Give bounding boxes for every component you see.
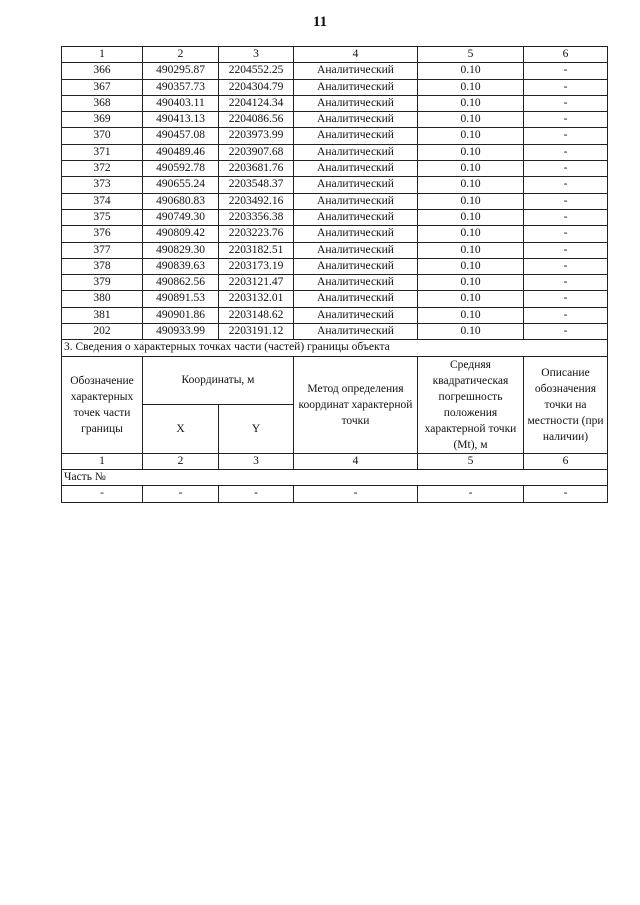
table-row <box>62 307 608 323</box>
y-coordinate-cell: 2203907.68 <box>219 144 294 160</box>
method-cell: Аналитический <box>294 79 418 95</box>
point-number-cell: 376 <box>62 226 143 242</box>
description-cell: - <box>524 258 608 274</box>
method-cell: Аналитический <box>294 177 418 193</box>
table-row <box>62 144 608 160</box>
y-coordinate-cell: 2203173.19 <box>219 258 294 274</box>
accuracy-cell: 0.10 <box>418 193 524 209</box>
header-accuracy: Средняя квадратическая погрешность положения характерной точки (Mt), м <box>418 356 524 453</box>
y-coordinate-cell: 2203132.01 <box>219 291 294 307</box>
method-cell: Аналитический <box>294 112 418 128</box>
description-cell: - <box>524 291 608 307</box>
y-coordinate-cell: 2203973.99 <box>219 128 294 144</box>
section3-body <box>62 340 608 502</box>
description-cell: - <box>524 242 608 258</box>
y-coordinate-cell: 2204304.79 <box>219 79 294 95</box>
point-number-cell: 369 <box>62 112 143 128</box>
method-cell: Аналитический <box>294 144 418 160</box>
accuracy-cell: 0.10 <box>418 307 524 323</box>
x-coordinate-cell: 490357.73 <box>143 79 219 95</box>
description-cell: - <box>524 79 608 95</box>
description-cell: - <box>524 193 608 209</box>
y-coordinate-cell: 2203356.38 <box>219 209 294 225</box>
x-coordinate-cell: 490901.86 <box>143 307 219 323</box>
table-row <box>62 258 608 274</box>
point-number-cell: 367 <box>62 79 143 95</box>
x-coordinate-cell: 490680.83 <box>143 193 219 209</box>
method-cell: Аналитический <box>294 258 418 274</box>
empty-cell: - <box>143 486 219 502</box>
method-cell: Аналитический <box>294 291 418 307</box>
point-number-cell: 372 <box>62 161 143 177</box>
point-number-cell: 373 <box>62 177 143 193</box>
x-coordinate-cell: 490749.30 <box>143 209 219 225</box>
section3-column-numbers-row <box>62 453 608 469</box>
empty-cell: - <box>294 486 418 502</box>
accuracy-cell: 0.10 <box>418 95 524 111</box>
column-number: 3 <box>219 453 294 469</box>
y-coordinate-cell: 2203548.37 <box>219 177 294 193</box>
empty-cell: - <box>62 486 143 502</box>
column-number: 4 <box>294 453 418 469</box>
description-cell: - <box>524 307 608 323</box>
accuracy-cell: 0.10 <box>418 128 524 144</box>
y-coordinate-cell: 2203182.51 <box>219 242 294 258</box>
y-coordinate-cell: 2204124.34 <box>219 95 294 111</box>
x-coordinate-cell: 490933.99 <box>143 324 219 340</box>
column-number: 3 <box>219 47 294 63</box>
x-coordinate-cell: 490829.30 <box>143 242 219 258</box>
description-cell: - <box>524 144 608 160</box>
accuracy-cell: 0.10 <box>418 79 524 95</box>
method-cell: Аналитический <box>294 63 418 79</box>
x-coordinate-cell: 490413.13 <box>143 112 219 128</box>
x-coordinate-cell: 490891.53 <box>143 291 219 307</box>
method-cell: Аналитический <box>294 242 418 258</box>
description-cell: - <box>524 95 608 111</box>
coordinates-table <box>61 46 608 503</box>
header-point-designation: Обозначение характерных точек части границы <box>62 356 143 453</box>
description-cell: - <box>524 226 608 242</box>
point-number-cell: 379 <box>62 275 143 291</box>
x-coordinate-cell: 490862.56 <box>143 275 219 291</box>
accuracy-cell: 0.10 <box>418 144 524 160</box>
point-number-cell: 374 <box>62 193 143 209</box>
y-coordinate-cell: 2203121.47 <box>219 275 294 291</box>
table-row <box>62 79 608 95</box>
point-number-cell: 378 <box>62 258 143 274</box>
table-row <box>62 128 608 144</box>
section3-header-row-1 <box>62 356 608 405</box>
accuracy-cell: 0.10 <box>418 63 524 79</box>
table-row <box>62 209 608 225</box>
x-coordinate-cell: 490592.78 <box>143 161 219 177</box>
y-coordinate-cell: 2204086.56 <box>219 112 294 128</box>
table-row <box>62 324 608 340</box>
empty-cell: - <box>524 486 608 502</box>
column-number: 2 <box>143 453 219 469</box>
table1-column-numbers-row <box>62 47 608 63</box>
header-coordinates: Координаты, м <box>143 356 294 405</box>
description-cell: - <box>524 209 608 225</box>
table-row <box>62 63 608 79</box>
part-label: Часть № <box>62 469 608 485</box>
point-number-cell: 381 <box>62 307 143 323</box>
x-coordinate-cell: 490295.87 <box>143 63 219 79</box>
point-number-cell: 366 <box>62 63 143 79</box>
empty-cell: - <box>219 486 294 502</box>
accuracy-cell: 0.10 <box>418 242 524 258</box>
accuracy-cell: 0.10 <box>418 291 524 307</box>
section3-title-row <box>62 340 608 356</box>
column-number: 6 <box>524 47 608 63</box>
table-row <box>62 275 608 291</box>
accuracy-cell: 0.10 <box>418 161 524 177</box>
point-number-cell: 370 <box>62 128 143 144</box>
x-coordinate-cell: 490809.42 <box>143 226 219 242</box>
accuracy-cell: 0.10 <box>418 324 524 340</box>
method-cell: Аналитический <box>294 128 418 144</box>
x-coordinate-cell: 490655.24 <box>143 177 219 193</box>
y-coordinate-cell: 2203681.76 <box>219 161 294 177</box>
table-row <box>62 242 608 258</box>
x-coordinate-cell: 490403.11 <box>143 95 219 111</box>
method-cell: Аналитический <box>294 324 418 340</box>
empty-cell: - <box>418 486 524 502</box>
table-row <box>62 177 608 193</box>
point-number-cell: 371 <box>62 144 143 160</box>
table-row <box>62 291 608 307</box>
table-row <box>62 95 608 111</box>
part-label-row <box>62 469 608 485</box>
accuracy-cell: 0.10 <box>418 258 524 274</box>
column-number: 1 <box>62 47 143 63</box>
table-row <box>62 161 608 177</box>
section3-title: 3. Сведения о характерных точках части (частей) границы объекта <box>62 340 608 356</box>
column-number: 5 <box>418 453 524 469</box>
header-method: Метод определения координат характерной точки <box>294 356 418 453</box>
accuracy-cell: 0.10 <box>418 112 524 128</box>
y-coordinate-cell: 2203223.76 <box>219 226 294 242</box>
accuracy-cell: 0.10 <box>418 275 524 291</box>
header-y: Y <box>219 405 294 454</box>
method-cell: Аналитический <box>294 193 418 209</box>
table-row <box>62 193 608 209</box>
x-coordinate-cell: 490839.63 <box>143 258 219 274</box>
y-coordinate-cell: 2204552.25 <box>219 63 294 79</box>
description-cell: - <box>524 112 608 128</box>
point-number-cell: 380 <box>62 291 143 307</box>
point-number-cell: 368 <box>62 95 143 111</box>
method-cell: Аналитический <box>294 95 418 111</box>
column-number: 5 <box>418 47 524 63</box>
accuracy-cell: 0.10 <box>418 177 524 193</box>
page-number: 11 <box>312 14 328 30</box>
header-x: X <box>143 405 219 454</box>
header-description: Описание обозначения точки на местности (при наличии) <box>524 356 608 453</box>
column-number: 1 <box>62 453 143 469</box>
description-cell: - <box>524 177 608 193</box>
method-cell: Аналитический <box>294 226 418 242</box>
description-cell: - <box>524 324 608 340</box>
column-number: 6 <box>524 453 608 469</box>
x-coordinate-cell: 490489.46 <box>143 144 219 160</box>
column-number: 4 <box>294 47 418 63</box>
point-number-cell: 202 <box>62 324 143 340</box>
y-coordinate-cell: 2203191.12 <box>219 324 294 340</box>
x-coordinate-cell: 490457.08 <box>143 128 219 144</box>
description-cell: - <box>524 161 608 177</box>
description-cell: - <box>524 128 608 144</box>
point-number-cell: 377 <box>62 242 143 258</box>
point-number-cell: 375 <box>62 209 143 225</box>
empty-data-row <box>62 486 608 502</box>
description-cell: - <box>524 63 608 79</box>
method-cell: Аналитический <box>294 275 418 291</box>
y-coordinate-cell: 2203492.16 <box>219 193 294 209</box>
method-cell: Аналитический <box>294 161 418 177</box>
accuracy-cell: 0.10 <box>418 226 524 242</box>
y-coordinate-cell: 2203148.62 <box>219 307 294 323</box>
column-number: 2 <box>143 47 219 63</box>
accuracy-cell: 0.10 <box>418 209 524 225</box>
table-row <box>62 226 608 242</box>
table1-body <box>62 47 608 340</box>
description-cell: - <box>524 275 608 291</box>
method-cell: Аналитический <box>294 209 418 225</box>
table-row <box>62 112 608 128</box>
method-cell: Аналитический <box>294 307 418 323</box>
